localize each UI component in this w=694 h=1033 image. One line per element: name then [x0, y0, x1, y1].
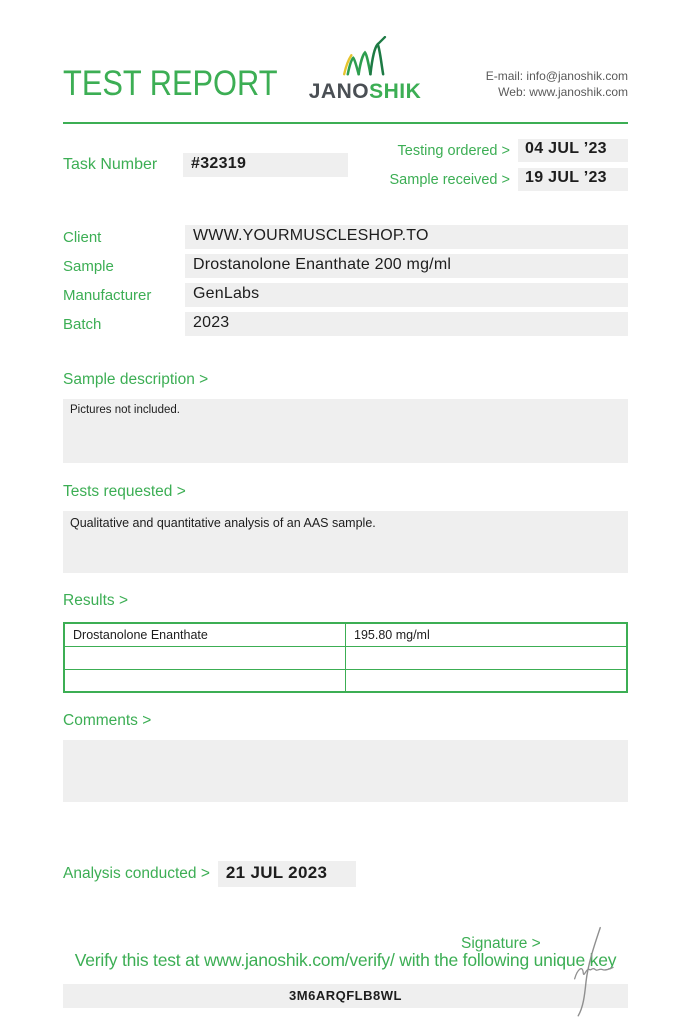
logo-wordmark — [300, 80, 430, 104]
comments-section — [63, 712, 628, 802]
contact-email: E-mail: info@janoshik.com — [485, 69, 628, 83]
tests-requested-heading: Tests requested > — [63, 483, 186, 500]
task-number-value: #32319 — [183, 153, 348, 177]
result-value-cell — [346, 669, 628, 692]
manufacturer-value: GenLabs — [185, 283, 628, 307]
result-analyte-cell — [64, 669, 346, 692]
result-value-cell: 195.80 mg/ml — [346, 623, 628, 646]
signature-scribble — [559, 909, 623, 1033]
result-analyte-cell — [64, 646, 346, 669]
table-row — [64, 646, 627, 669]
task-number-row — [63, 139, 348, 191]
tests-requested-section — [63, 483, 628, 573]
logo-word-dark: JANO — [308, 80, 370, 103]
sample-received-value: 19 JUL ’23 — [518, 168, 628, 191]
contact-info — [430, 68, 628, 104]
batch-row — [63, 312, 628, 336]
table-row — [64, 623, 627, 646]
testing-ordered-row — [390, 139, 629, 162]
sample-received-label: Sample received > — [389, 171, 510, 188]
analysis-conducted-date: 21 JUL 2023 — [218, 861, 356, 887]
results-table — [63, 622, 628, 693]
tests-requested-box: Qualitative and quantitative analysis of an AAS sample. — [63, 511, 628, 573]
logo-word-green: SHIK — [369, 80, 422, 103]
unique-key-box: 3M6ARQFLB8WL — [63, 984, 628, 1008]
client-value: WWW.YOURMUSCLESHOP.TO — [185, 225, 628, 249]
sample-description-section — [63, 371, 628, 463]
header-divider — [63, 122, 628, 124]
comments-box — [63, 740, 628, 802]
page-title: TEST REPORT — [63, 64, 278, 103]
table-row — [64, 669, 627, 692]
comments-heading: Comments > — [63, 712, 152, 729]
header — [63, 36, 628, 104]
sample-description-heading: Sample description > — [63, 371, 209, 388]
sample-received-row — [390, 168, 629, 191]
growth-chart-icon — [336, 36, 394, 78]
dates-block — [390, 139, 629, 191]
verify-instruction: Verify this test at www.janoshik.com/verify/ with the following unique key — [74, 950, 617, 970]
sample-value: Drostanolone Enanthate 200 mg/ml — [185, 254, 628, 278]
signature-group — [461, 854, 623, 1033]
testing-ordered-value: 04 JUL ’23 — [518, 139, 628, 162]
analysis-conducted-label: Analysis conducted > — [63, 865, 210, 882]
results-heading: Results > — [63, 592, 129, 609]
result-analyte-cell: Drostanolone Enanthate — [64, 623, 346, 646]
task-section — [63, 139, 628, 191]
manufacturer-label: Manufacturer — [63, 286, 152, 304]
batch-value: 2023 — [185, 312, 628, 336]
client-label: Client — [63, 228, 102, 246]
sample-label: Sample — [63, 257, 114, 275]
janoshik-logo — [300, 36, 430, 104]
sample-info-block — [63, 225, 628, 336]
batch-label: Batch — [63, 315, 102, 333]
analysis-signature-row — [63, 854, 628, 952]
task-number-label: Task Number — [63, 156, 158, 173]
manufacturer-row — [63, 283, 628, 307]
sample-description-box: Pictures not included. — [63, 399, 628, 463]
testing-ordered-label: Testing ordered > — [397, 142, 510, 159]
result-value-cell — [346, 646, 628, 669]
contact-web: Web: www.janoshik.com — [498, 85, 628, 99]
signature-label: Signature > — [461, 934, 541, 952]
sample-row — [63, 254, 628, 278]
results-section — [63, 592, 628, 693]
client-row — [63, 225, 628, 249]
